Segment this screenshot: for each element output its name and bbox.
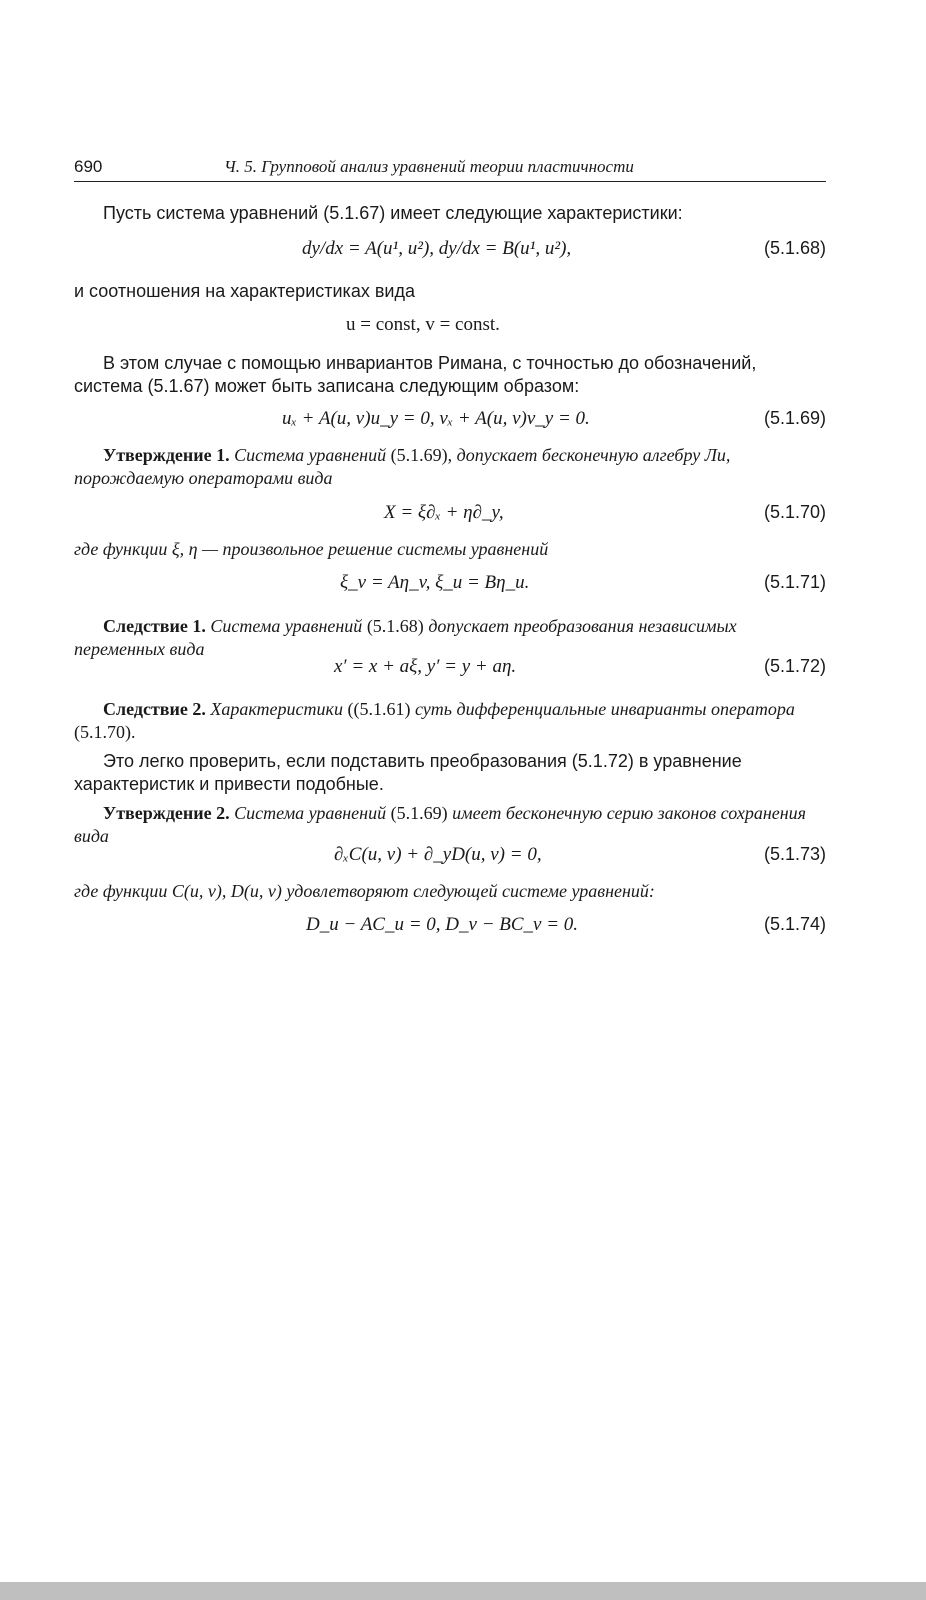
- equation-5-1-68: [74, 238, 826, 268]
- equation-5-1-74: [74, 914, 826, 944]
- equation-number: (5.1.71): [763, 572, 826, 592]
- paragraph-riemann: В этом случае с помощью инвариантов Римана, с точностью до обозначений, система (5.1.67) может быть записана следующим образом:: [74, 353, 757, 396]
- corollary-text: допускает преобразования независимых переменных вида: [74, 616, 737, 659]
- equation-formula: X = ξ∂ₓ + η∂_y,: [384, 502, 504, 523]
- scan-bottom-edge: [0, 1582, 926, 1600]
- statement-2: [74, 802, 826, 848]
- equation-ref: ((5.1.61): [347, 699, 411, 719]
- statement-1: [74, 444, 826, 490]
- paragraph-relations: и соотношения на характеристиках вида: [74, 281, 415, 301]
- paragraph-check: Это легко проверить, если подставить преобразования (5.1.72) в уравнение характеристик и привести подобные.: [74, 751, 742, 794]
- equation-5-1-73: [74, 844, 826, 874]
- corollary-label: Следствие 1.: [103, 616, 206, 636]
- running-header: [74, 155, 826, 182]
- equation-number: (5.1.68): [763, 238, 826, 258]
- statement-text: Система уравнений: [234, 803, 387, 823]
- corollary-label: Следствие 2.: [103, 699, 206, 719]
- equation-formula: ξ_v = Aη_v, ξ_u = Bη_u.: [340, 572, 530, 593]
- statement-text: имеет бесконечную серию законов сохранения вида: [74, 803, 807, 846]
- paragraph-conditions: где функции C(u, v), D(u, v) удовлетворяют следующей системе уравнений:: [74, 881, 655, 901]
- statement-text: допускает бесконечную алгебру Ли, порождаемую операторами вида: [74, 445, 731, 488]
- equation-ref: (5.1.69),: [390, 445, 453, 465]
- equation-ref: (5.1.68): [366, 616, 424, 636]
- equation-formula: x′ = x + aξ, y′ = y + aη.: [334, 656, 517, 677]
- page-number: 690: [74, 157, 103, 176]
- corollary-2: [74, 698, 826, 744]
- equation-formula: D_u − AC_u = 0, D_v − BC_v = 0.: [306, 914, 579, 935]
- equation-ref: (5.1.70).: [74, 722, 136, 742]
- paragraph-functions: где функции ξ, η — произвольное решение системы уравнений: [74, 539, 549, 559]
- running-title: Ч. 5. Групповой анализ уравнений теории пластичности: [224, 157, 634, 176]
- equation-5-1-69: [74, 408, 826, 438]
- equation-5-1-72: [74, 656, 826, 686]
- equation-5-1-71: [74, 572, 826, 602]
- equation-number: (5.1.69): [763, 408, 826, 428]
- equation-ref: (5.1.69): [390, 803, 448, 823]
- equation-number: (5.1.74): [763, 914, 826, 934]
- equation-number: (5.1.70): [763, 502, 826, 522]
- equation-formula: dy/dx = A(u¹, u²), dy/dx = B(u¹, u²),: [302, 238, 572, 259]
- equation-formula: u = const, v = const.: [346, 314, 500, 335]
- equation-const: [74, 314, 826, 344]
- equation-formula: uₓ + A(u, v)u_y = 0, vₓ + A(u, v)v_y = 0.: [282, 408, 590, 429]
- statement-label: Утверждение 1.: [103, 445, 230, 465]
- corollary-text: суть дифференциальные инварианты оператора: [414, 699, 795, 719]
- paragraph-intro: Пусть система уравнений (5.1.67) имеет следующие характеристики:: [103, 203, 683, 223]
- equation-number: (5.1.72): [763, 656, 826, 676]
- equation-number: (5.1.73): [763, 844, 826, 864]
- corollary-text: Система уравнений: [210, 616, 363, 636]
- corollary-1: [74, 615, 826, 661]
- equation-5-1-70: [74, 502, 826, 532]
- statement-label: Утверждение 2.: [103, 803, 230, 823]
- equation-formula: ∂ₓC(u, v) + ∂_yD(u, v) = 0,: [334, 844, 542, 865]
- corollary-text: Характеристики: [210, 699, 343, 719]
- statement-text: Система уравнений: [234, 445, 387, 465]
